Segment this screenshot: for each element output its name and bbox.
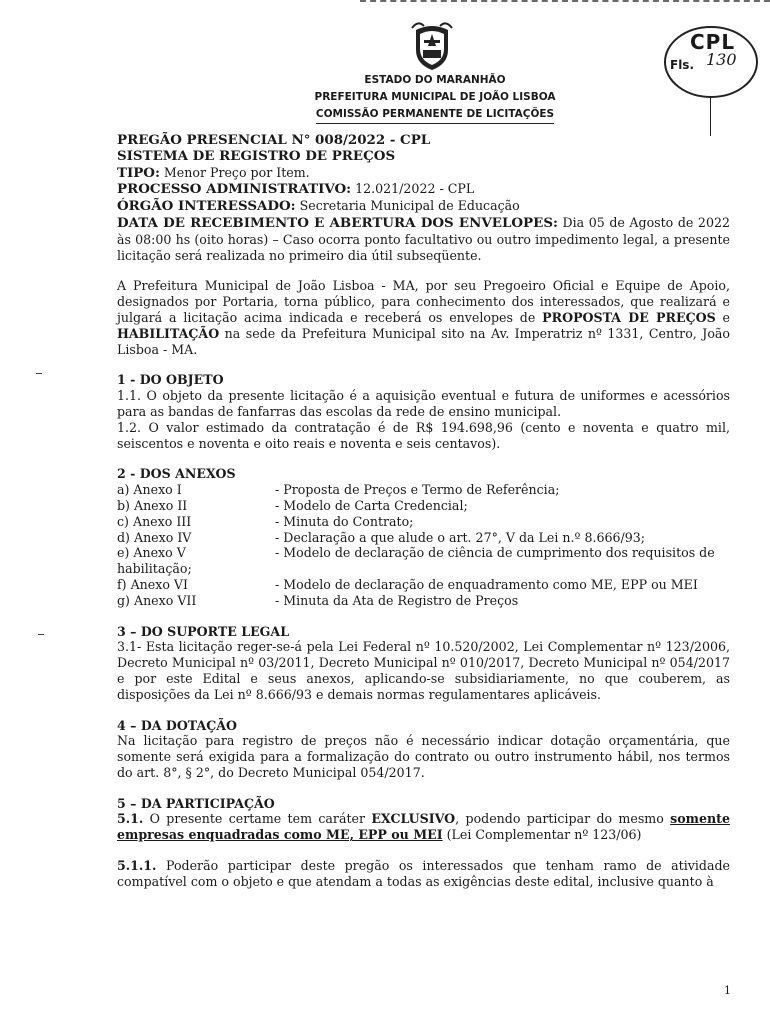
annex-row: g) Anexo VII - Minuta da Ata de Registro de Preços — [117, 592, 519, 608]
annex-row: b) Anexo II - Modelo de Carta Credencial; — [117, 497, 468, 513]
annex-row: d) Anexo IV - Declaração a que alude o art. 27°, V da Lei n.º 8.666/93; — [117, 529, 646, 545]
header-municipality: PREFEITURA MUNICIPAL DE JOÃO LISBOA — [314, 91, 556, 103]
header-commission — [270, 106, 600, 124]
section-3-title: 3 – DO SUPORTE LEGAL — [117, 623, 290, 639]
annex-row: c) Anexo III - Minuta do Contrato; — [117, 513, 414, 529]
annex-row: e) Anexo V - Modelo de declaração de ciência de cumprimento dos requisitos de — [117, 545, 715, 561]
opening-paragraph: A Prefeitura Municipal de João Lisboa - MA, por seu Pregoeiro Oficial e Equipe de Apoio, designados por Portaria, torna público, para conhecimento dos interessados, que realizará e julgará a licitação acima indicada e receberá os envelopes de PROPOSTA DE PREÇOS e HABILITAÇÃO na sede da Prefeitura Municipal sito na Av. Imperatriz nº 1331, Centro, João Lisboa - MA. — [117, 278, 730, 357]
stamp-page-number: 130 — [706, 50, 737, 69]
section-4-text: Na licitação para registro de preços não é necessário indicar dotação orçamentária, que somente será exigida para a formalização do contrato ou outro instrumento hábil, nos termos do art. 8°, § 2°, do Decreto Municipal 054/2017. — [117, 733, 730, 780]
section-2-title: 2 - DOS ANEXOS — [117, 466, 236, 482]
doc-data: DATA DE RECEBIMENTO E ABERTURA DOS ENVELOPES: Dia 05 de Agosto de 2022 às 08:00 hs (oito horas) – Caso ocorra ponto facultativo ou outro impedimento legal, a presente licitação será realizada no primeiro dia útil subseqüente. — [117, 214, 730, 263]
section-1-1: 1.1. O objeto da presente licitação é a aquisição eventual e futura de uniformes e acessórios para as bandas de fanfarras das escolas da rede de ensino municipal. — [117, 388, 730, 419]
section-5-1-1: 5.1.1. Poderão participar deste pregão os interessados que tenham ramo de atividade compatível com o objeto e que atendam a todas as exigências deste edital, inclusive quanto à — [117, 858, 730, 889]
stamp-label: CPL — [690, 30, 736, 54]
header-commission-text: COMISSÃO PERMANENTE DE LICITAÇÕES — [316, 106, 554, 124]
municipal-crest-icon — [410, 20, 454, 72]
doc-system: SISTEMA DE REGISTRO DE PREÇOS — [117, 147, 396, 164]
doc-orgao: ÓRGÃO INTERESSADO: Secretaria Municipal de Educação — [117, 198, 520, 215]
section-1-title: 1 - DO OBJETO — [117, 372, 224, 388]
doc-tipo: TIPO: Menor Preço por Item. — [117, 164, 310, 181]
annex-row: a) Anexo I - Proposta de Preços e Termo de Referência; — [117, 482, 560, 498]
section-4-title: 4 – DA DOTAÇÃO — [117, 717, 238, 733]
document-body — [117, 133, 730, 890]
stamp-fls-label: Fls. — [670, 58, 695, 72]
top-dashed-border — [360, 0, 770, 8]
doc-title: PREGÃO PRESENCIAL N° 008/2022 - CPL — [117, 132, 431, 148]
margin-mark — [36, 373, 42, 374]
annex-row-continuation: habilitação; — [117, 561, 192, 577]
section-5-1: 5.1. O presente certame tem caráter EXCLUSIVO, podendo participar do mesmo somente empresas enquadradas como ME, EPP ou MEI (Lei Complementar nº 123/06) — [117, 811, 730, 843]
annex-row: f) Anexo VI - Modelo de declaração de enquadramento como ME, EPP ou MEI — [117, 576, 698, 592]
header-state: ESTADO DO MARANHÃO — [364, 74, 506, 86]
page-number: 1 — [724, 984, 731, 997]
section-5-title: 5 – DA PARTICIPAÇÃO — [117, 795, 275, 811]
section-3-1: 3.1- Esta licitação reger-se-á pela Lei Federal nº 10.520/2002, Lei Complementar nº 123/2006, Decreto Municipal nº 03/2011, Decreto Municipal nº 010/2017, Decreto Municipal nº 054/2017 e por este Edital e seus anexos, aplicando-se subsidiariamente, no que couberem, as disposições da Lei nº 8.666/93 e demais normas regulamentares aplicáveis. — [117, 639, 730, 702]
doc-processo: PROCESSO ADMINISTRATIVO: 12.021/2022 - CPL — [117, 181, 475, 198]
section-1-2: 1.2. O valor estimado da contratação é de R$ 194.698,96 (cento e noventa e quatro mil, seiscentos e noventa e oito reais e noventa e seis centavos). — [117, 419, 730, 451]
stamp-signature-line — [710, 96, 711, 136]
margin-mark — [38, 634, 44, 635]
